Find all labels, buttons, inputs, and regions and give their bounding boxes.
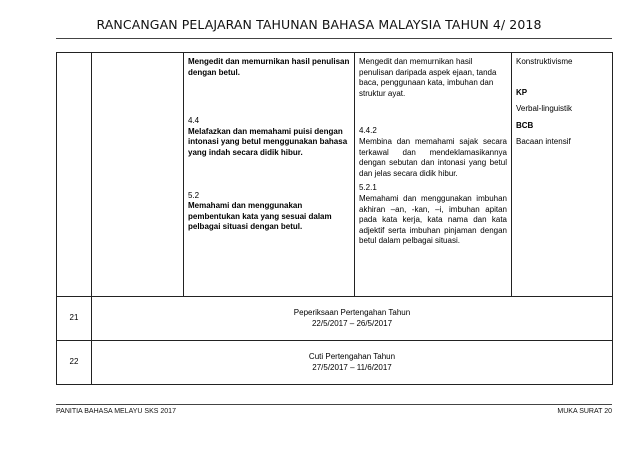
standard-text-5-2: Memahami dan menggunakan pembentukan kata yang sesuai dalam pelbagai situasi dengan betul. [188,201,332,232]
content-standard-cell [184,53,355,297]
event-cell [92,297,613,341]
page-number: MUKA SURAT 20 [557,408,612,415]
event-dates: 27/5/2017 – 11/6/2017 [312,362,392,372]
table-row [57,297,613,341]
notes-bcb-label: BCB [516,120,534,130]
standard-code-5-2: 5.2 [188,190,200,200]
notes-bcb-value: Bacaan intensif [516,137,571,147]
event-title: Peperiksaan Pertengahan Tahun [293,307,411,317]
header-divider [56,38,612,39]
notes-kp-label: KP [516,87,528,97]
notes-approach: Konstruktivisme [516,57,573,66]
event-dates: 22/5/2017 – 26/5/2017 [311,318,393,328]
notes-cell [512,53,613,297]
footer-left-text: PANITIA BAHASA MELAYU SKS 2017 [56,408,176,415]
standard-main: Mengedit dan memurnikan hasil penulisan dengan betul. [188,57,350,77]
standard-text-4-4: Melafazkan dan memahami puisi dengan intonasi yang betul menggunakan bahasa yang indah secara didik hibur. [188,126,348,157]
footer-divider [56,404,612,405]
event-cell [92,341,613,385]
learning-main: Mengedit dan memurnikan hasil penulisan daripada aspek ejaan, tanda baca, penggunaan kata, imbuhan dan struktur ayat. [359,57,497,98]
learning-text-5-2-1: Memahami dan menggunakan imbuhan akhiran –an, -kan, –i, imbuhan apitan pada kata kerja, kata nama dan kata adjektif serta imbuhan pinjaman dengan betul dalam pelbagai situasi. [359,193,507,246]
notes-kp-value: Verbal-linguistik [516,104,573,114]
learning-code-5-2-1: 5.2.1 [359,183,377,193]
event-title: Cuti Pertengahan Tahun [308,351,396,361]
week-number: 22 [57,341,92,385]
table-row [57,53,613,297]
learning-standard-cell [355,53,512,297]
theme-cell-empty [92,53,184,297]
week-number: 21 [57,297,92,341]
standard-code-4-4: 4.4 [188,116,200,126]
lesson-plan-table [56,52,613,385]
learning-code-4-4-2: 4.4.2 [359,126,377,136]
learning-text-4-4-2: Membina dan memahami sajak secara terkawal dan mendeklamasikannya dengan sebutan dan intonasi yang betul dan jelas secara didik hibur. [359,136,507,178]
week-cell-empty [57,53,92,297]
table-row [57,341,613,385]
page-title: RANCANGAN PELAJARAN TAHUNAN BAHASA MALAYSIA TAHUN 4/ 2018 [96,17,542,32]
